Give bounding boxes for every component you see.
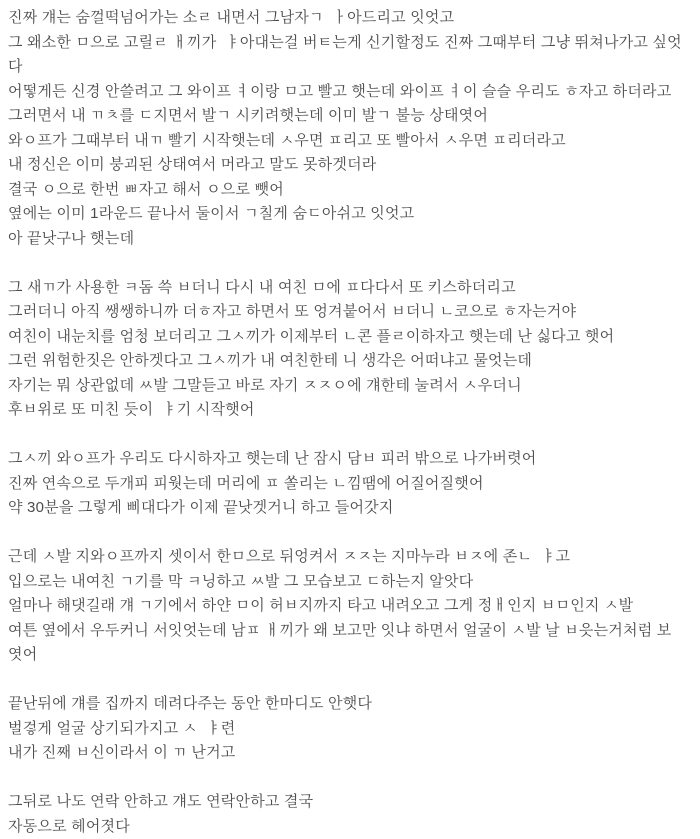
text-line: 끝난뒤에 걔를 집까지 데려다주는 동안 한마디도 안햇다 (8, 695, 373, 712)
text-line: 근데 ㅅ발 지와ㅇ프까지 셋이서 한ㅁ으로 뒤엉켜서 ㅈㅈ는 지마누라 ㅂㅈ에 존ㄴ ㅑ고 (8, 548, 571, 565)
text-line: 내가 진째 ㅂ신이라서 이 ㄲ 난거고 (8, 744, 236, 761)
text-line: 엿어 (8, 646, 38, 663)
text-line: 아 끝낫구나 햇는데 (8, 229, 135, 247)
text-line: 진짜 연속으로 두개피 피웟는데 머리에 ㅍ 쏠리는 ㄴ낌땜에 어질어질햇어 (8, 474, 484, 492)
text-line: 그런 위험한짓은 안하겟다고 그ㅅ끼가 내 여친한테 니 생각은 어떠냐고 물엇는데 (8, 352, 533, 369)
text-line: 그 왜소한 ㅁ으로 고릴ㄹ ㅐ끼가 ㅑ아대는걸 버ㅌ는게 신기할정도 진짜 그때부터 그냥 뛰쳐나가고 싶엇 (8, 33, 682, 51)
text-line: 그 새ㄲ가 사용한 ㅋ돔 쓱 ㅂ더니 다시 내 여친 ㅁ에 ㅍ다다서 또 키스하더리고 (8, 278, 516, 296)
text-line: 다 (8, 58, 23, 75)
blank-line (8, 521, 692, 546)
blank-line (8, 766, 692, 791)
blank-line (8, 668, 692, 693)
text-line: 그러더니 아직 쌩쌩하니까 더ㅎ자고 하면서 또 엉겨붙어서 ㅂ더니 ㄴ코으로 ㅎ자는거야 (8, 303, 577, 320)
text-line: 그뒤로 나도 연락 안하고 걔도 연락안하고 결국 (8, 793, 314, 810)
text-line: 얼마나 해댓길래 걔 ㄱ기에서 하얀 ㅁ이 허ㅂ지까지 타고 내려오고 그게 정ㅐ인지 ㅂㅁ인지 ㅅ발 (8, 597, 634, 614)
text-line: 자동으로 헤어졋다 (8, 817, 130, 835)
text-line: 진짜 걔는 숨껄떡넘어가는 소ㄹ 내면서 그남자ㄱ ㅏ아드리고 잇엇고 (8, 9, 455, 26)
text-line: 어떻게든 신경 안쓸려고 그 와이프 ㅕ이랑 ㅁ고 빨고 햇는데 와이프 ㅕ이 슬슬 우리도 ㅎ자고 하더라고 (8, 82, 672, 100)
text-line: 그ㅅ끼 와ㅇ프가 우리도 다시하자고 햇는데 난 잠시 담ㅂ 피러 밖으로 나가버렷어 (8, 450, 537, 467)
text-line: 약 30분을 그렇게 삐대다가 이제 끝낫겟거니 하고 들어갓지 (8, 499, 394, 516)
text-line: 여친이 내눈치를 엄청 보더리고 그ㅅ끼가 이제부터 ㄴ콘 플ㄹ이하자고 햇는데 난 싫다고 햇어 (8, 327, 615, 345)
text-line: 후ㅂ위로 또 미친 듯이 ㅑ기 시작햇어 (8, 401, 255, 418)
text-line: 여튼 옆에서 우두커니 서잇엇는데 남ㅍ ㅐ끼가 왜 보고만 잇냐 하면서 얼굴이 ㅅ발 날 ㅂ읏는거처럼 보 (8, 621, 672, 639)
text-line: 옆에는 이미 1라운드 끝나서 둘이서 ㄱ칠게 숨ㄷ아쉬고 잇엇고 (8, 205, 415, 222)
text-line: 자기는 뭐 상관없데 ㅆ발 그말듣고 바로 자기 ㅈㅈㅇ에 걔한테 눌려서 ㅅ우더니 (8, 376, 522, 394)
text-line: 그러면서 내 ㄲㅊ를 ㄷ지면서 발ㄱ 시키려햇는데 이미 발ㄱ 불능 상태엿어 (8, 107, 489, 124)
text-line: 입으로는 내여친 ㄱ기를 막 ㅋ닝하고 ㅆ발 그 모습보고 ㄷ하는지 알앗다 (8, 572, 474, 590)
text-line: 와ㅇ프가 그때부터 내ㄲ 빨기 시작햇는데 ㅅ우면 ㅍ리고 또 빨아서 ㅅ우면 ㅍ리더라고 (8, 131, 566, 149)
blank-line (8, 423, 692, 448)
text-line: 벌겋게 얼굴 상기되가지고 ㅅ ㅑ련 (8, 719, 236, 737)
text-line: 내 정신은 이미 붕괴된 상태여서 머라고 말도 못하겟더라 (8, 156, 377, 173)
text-line: 결국 ㅇ으로 한번 ㅃ자고 해서 ㅇ으로 뺏어 (8, 180, 284, 198)
blank-line (8, 251, 692, 276)
